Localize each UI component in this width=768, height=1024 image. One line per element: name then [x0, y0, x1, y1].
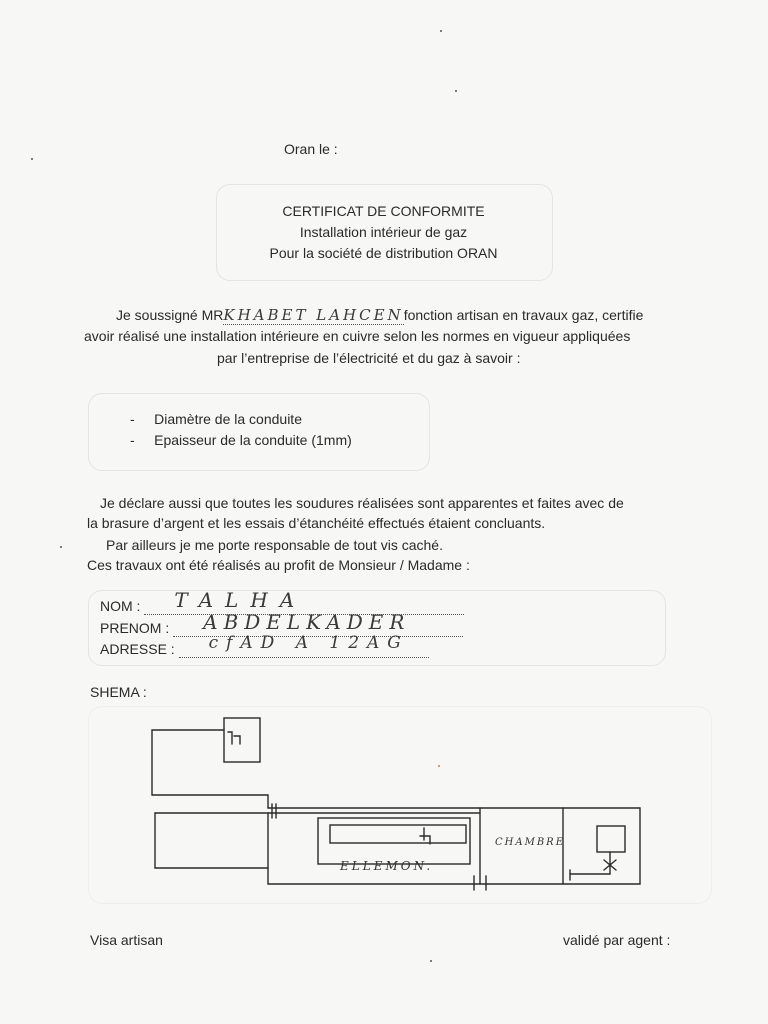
- declaration-prefix: Je soussigné MR: [116, 307, 224, 323]
- body-line-1: Je déclare aussi que toutes les soudures réalisées sont apparentes et faites avec de: [100, 495, 624, 511]
- agent-validation-label: validé par agent :: [563, 932, 671, 948]
- adresse-label: ADRESSE :: [100, 641, 175, 657]
- schema-label: SHEMA :: [90, 684, 147, 700]
- spec-item: - Epaisseur de la conduite (1mm): [130, 432, 352, 448]
- declaration-line-3: par l’entreprise de l’électricité et du gaz à savoir :: [217, 350, 521, 366]
- certificate-title: CERTIFICAT DE CONFORMITE: [282, 203, 485, 219]
- prenom-value-handwritten: ABDELKADER: [203, 610, 411, 634]
- pipe-joint: [272, 804, 276, 818]
- house-left-wall: [155, 813, 268, 868]
- certificate-company: Pour la société de distribution ORAN: [269, 245, 498, 261]
- body-line-4: Ces travaux ont été réalisés au profit de Monsieur / Madame :: [87, 557, 470, 573]
- body-line-3: Par ailleurs je me porte responsable de tout vis caché.: [106, 537, 443, 553]
- meter-box: [224, 718, 260, 762]
- declaration-line-1-rest: fonction artisan en travaux gaz, certifie: [403, 307, 644, 323]
- artisan-name-handwritten: KHABET LAHCEN: [223, 306, 404, 324]
- appliance-valve: [604, 852, 616, 874]
- spec-item: - Diamètre de la conduite: [130, 411, 302, 427]
- certificate-subtitle: Installation intérieur de gaz: [299, 224, 468, 240]
- water-heater-box: [597, 826, 625, 852]
- pipe-left-vertical: [152, 730, 224, 795]
- pipe-bridge: [152, 795, 268, 808]
- meter-symbol: [228, 732, 240, 744]
- declaration-line-2: avoir réalisé une installation intérieure en cuivre selon les normes en vigueur appliquées: [84, 328, 631, 344]
- prenom-label: PRENOM :: [100, 620, 170, 636]
- stove-valve: [420, 828, 430, 844]
- visa-artisan-label: Visa artisan: [90, 932, 163, 948]
- kitchen-top: [330, 825, 466, 843]
- body-line-2: la brasure d’argent et les essais d’étanchéité effectués étaient concluants.: [87, 515, 546, 531]
- nom-label: NOM :: [100, 598, 141, 614]
- room-right-label: CHAMBRE: [495, 837, 566, 848]
- adresse-value-handwritten: cfAD A 12AG: [208, 633, 409, 653]
- nom-value-handwritten: TALHA: [174, 588, 307, 612]
- place-date-label: Oran le :: [284, 141, 338, 157]
- room-left-label: ELLEMON.: [340, 859, 434, 873]
